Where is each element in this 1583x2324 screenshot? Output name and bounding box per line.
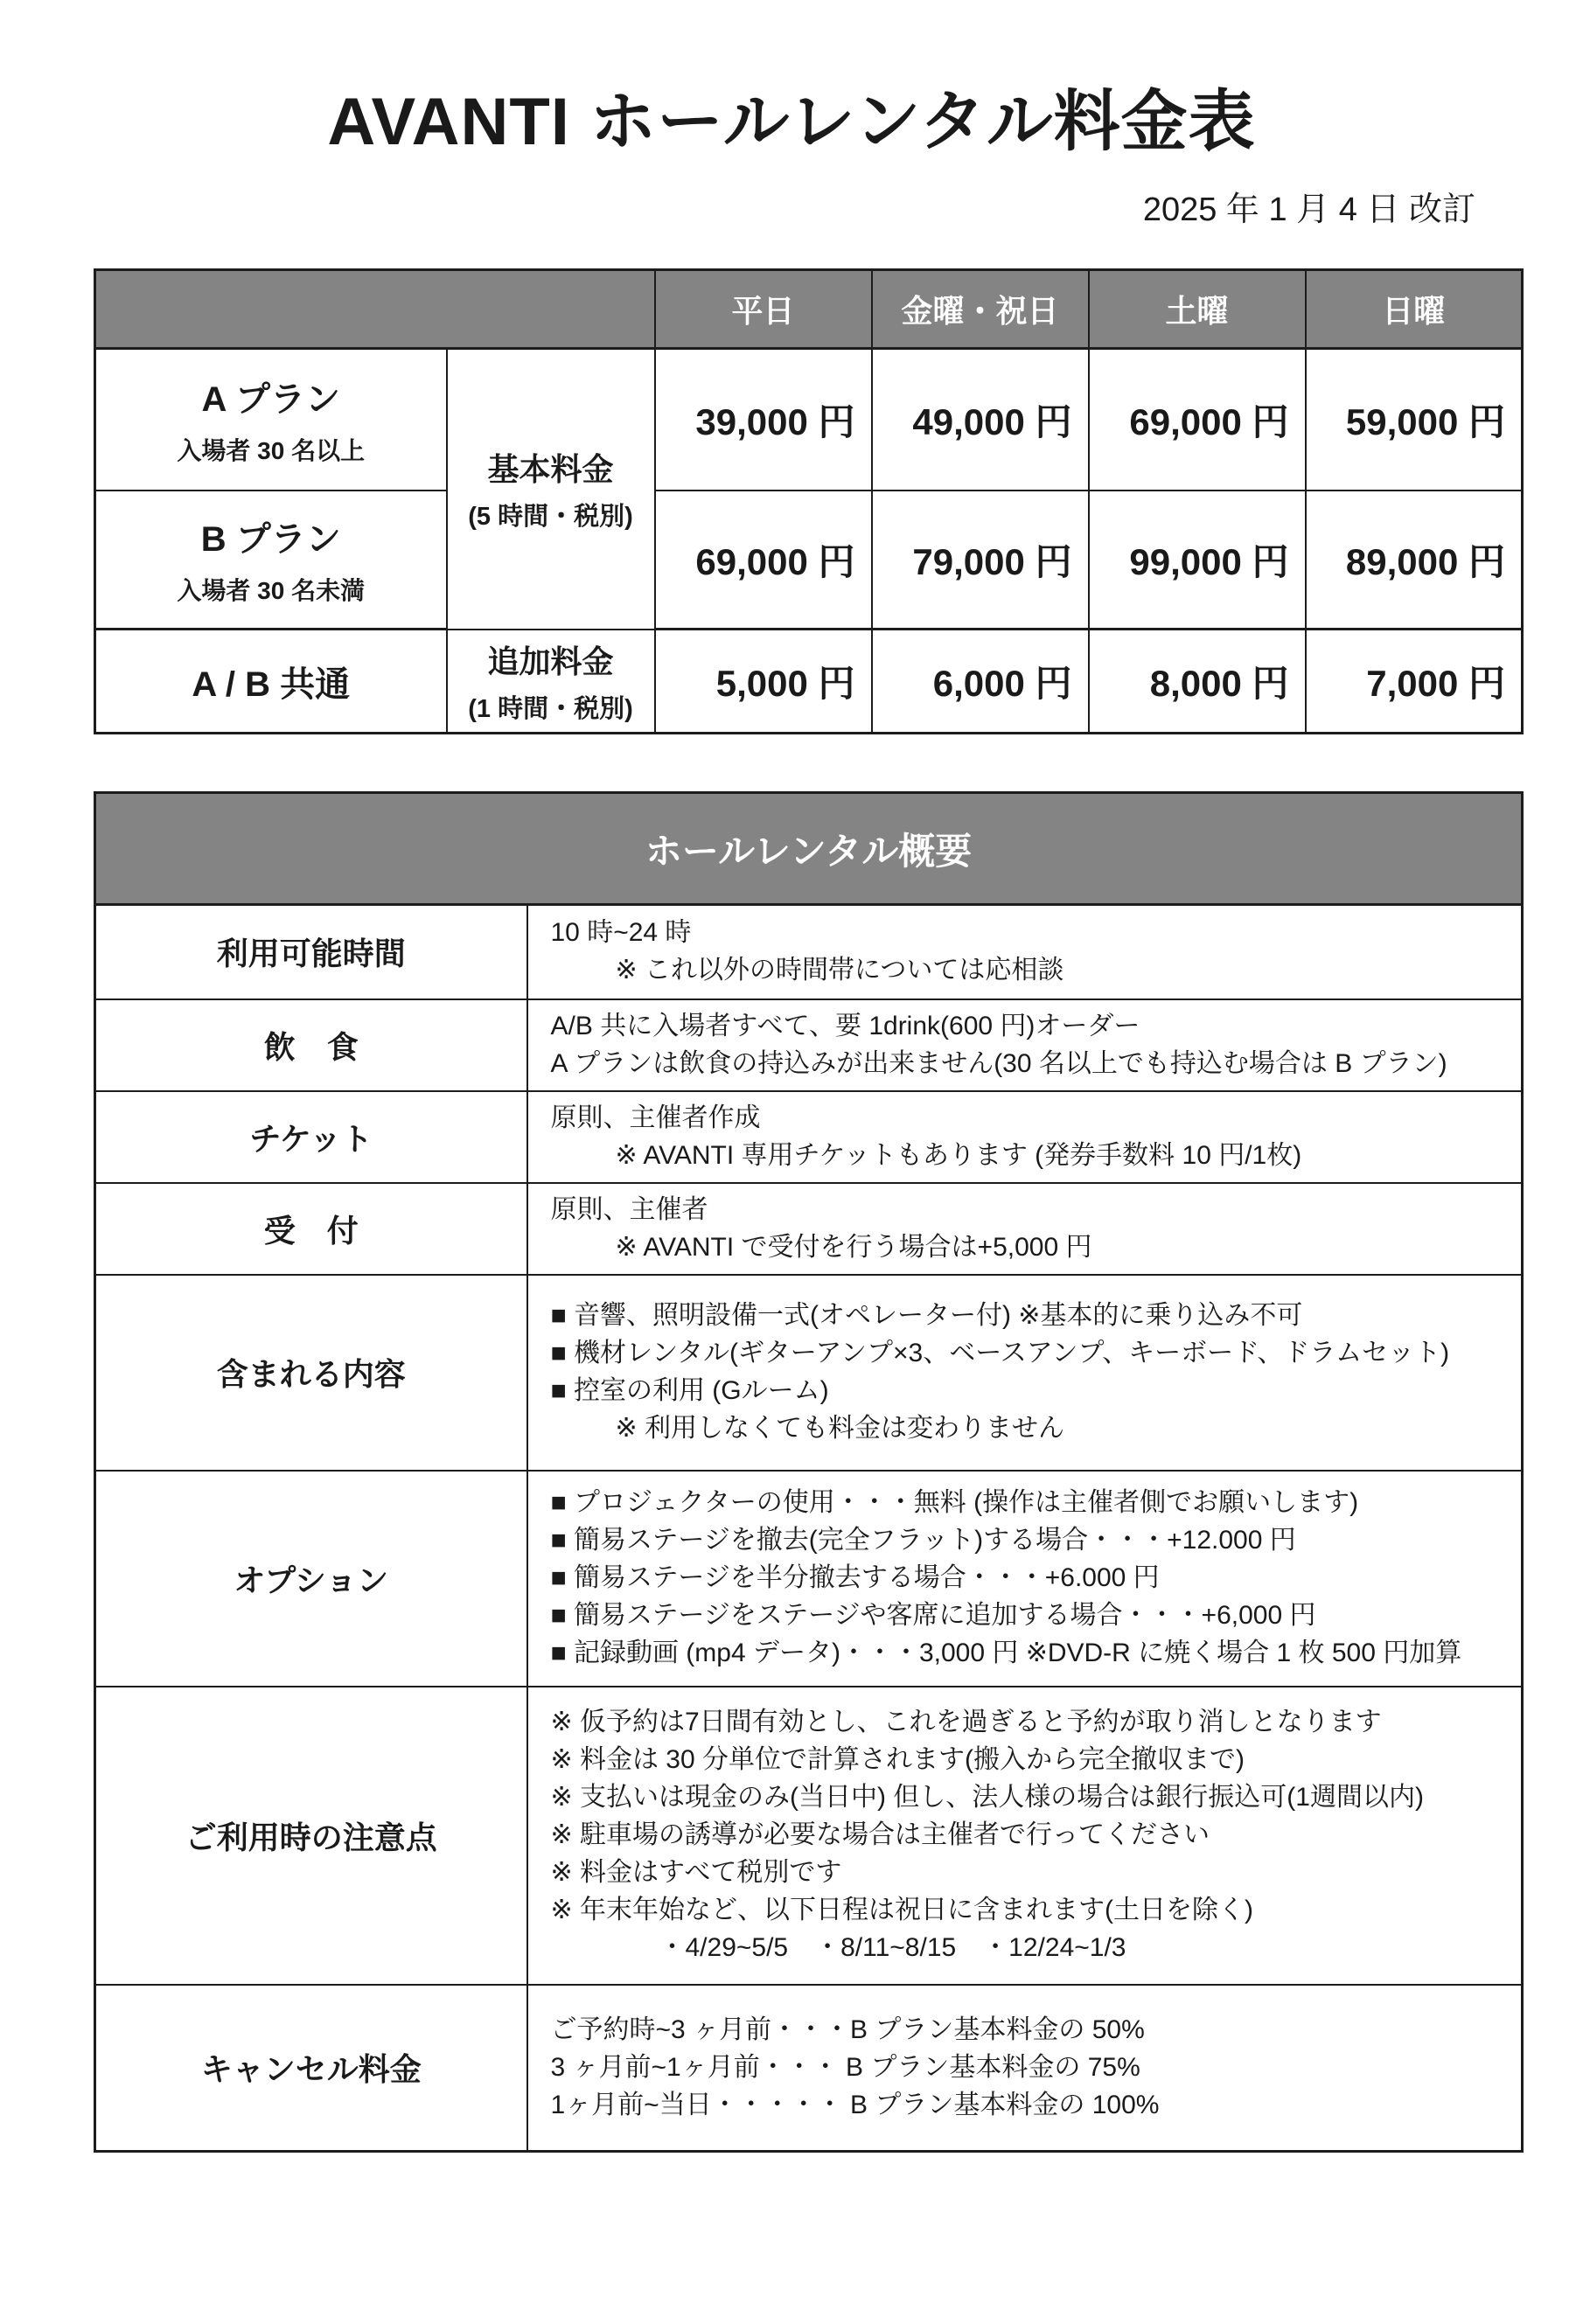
overview-line: ※ 利用しなくても料金は変わりません	[615, 1414, 1064, 1444]
price-table-row	[95, 349, 1523, 491]
overview-row-content	[527, 1091, 1523, 1183]
overview-row	[95, 1091, 1523, 1183]
plan-name: A プラン	[201, 380, 340, 420]
plan-name: B プラン	[200, 520, 341, 560]
overview-row-label: 受 付	[95, 1183, 527, 1275]
fee-type-cell	[447, 630, 655, 734]
price-cell: 79,000 円	[872, 491, 1089, 630]
plan-cell	[95, 491, 447, 630]
overview-line: ※ 料金は 30 分単位で計算されます(搬入から完全撤収まで)	[550, 1745, 1245, 1775]
fee-type-cell	[447, 349, 655, 630]
overview-line: ※ 年末年始など、以下日程は祝日に含まれます(土日を除く)	[550, 1896, 1253, 1925]
price-cell: 39,000 円	[655, 349, 872, 491]
overview-line: ※ AVANTI 専用チケットもあります (発券手数料 10 円/1枚)	[615, 1140, 1302, 1170]
overview-row-label: ご利用時の注意点	[95, 1687, 527, 1985]
overview-line: ■ 音響、照明設備一式(オペレーター付) ※基本的に乗り込み不可	[550, 1301, 1303, 1331]
overview-row	[95, 1275, 1523, 1471]
overview-row-content	[527, 905, 1523, 999]
overview-table-title: ホールレンタル概要	[95, 793, 1523, 905]
overview-row-content	[527, 1687, 1523, 1985]
overview-line: 1ヶ月前~当日・・・・・ B プラン基本料金の 100%	[550, 2090, 1160, 2119]
overview-row-label: オプション	[95, 1471, 527, 1687]
overview-table	[94, 791, 1524, 2153]
price-cell: 89,000 円	[1306, 491, 1523, 630]
overview-row	[95, 999, 1523, 1091]
overview-table-body	[95, 905, 1523, 2152]
day-header-cell: 平日	[655, 270, 872, 349]
overview-line: ■ 簡易ステージを撤去(完全フラット)する場合・・・+12.000 円	[550, 1526, 1296, 1555]
fee-type-note: (1 時間・税別)	[468, 694, 633, 723]
price-cell: 8,000 円	[1089, 630, 1306, 734]
overview-line: ※ 支払いは現金のみ(当日中) 但し、法人様の場合は銀行振込可(1週間以内)	[550, 1783, 1424, 1813]
document-page	[0, 86, 1583, 2324]
overview-table-header	[95, 793, 1523, 905]
day-header-cell: 日曜	[1306, 270, 1523, 349]
overview-row	[95, 1985, 1523, 2152]
price-cell: 6,000 円	[872, 630, 1089, 734]
overview-row-label: 利用可能時間	[95, 905, 527, 999]
plan-cell	[95, 630, 447, 734]
overview-line: ■ 控室の利用 (Gルーム)	[550, 1376, 829, 1406]
price-cell: 99,000 円	[1089, 491, 1306, 630]
overview-row	[95, 905, 1523, 999]
overview-line: ※ 料金はすべて税別です	[550, 1858, 842, 1888]
overview-line: 原則、主催者	[550, 1194, 708, 1224]
price-cell: 7,000 円	[1306, 630, 1523, 734]
overview-line: ■ 簡易ステージをステージや客席に追加する場合・・・+6,000 円	[550, 1601, 1316, 1631]
overview-row-content	[527, 1183, 1523, 1275]
price-cell: 49,000 円	[872, 349, 1089, 491]
plan-subtitle: 入場者 30 名以上	[177, 437, 366, 465]
overview-line: ■ 簡易ステージを半分撤去する場合・・・+6.000 円	[550, 1563, 1160, 1593]
overview-line: ご予約時~3 ヶ月前・・・B プラン基本料金の 50%	[550, 2014, 1145, 2044]
overview-line: ■ 機材レンタル(ギターアンプ×3、ベースアンプ、キーボード、ドラムセット)	[550, 1339, 1450, 1368]
revision-date: 2025 年 1 月 4 日 改訂	[1142, 191, 1475, 228]
overview-row-label: キャンセル料金	[95, 1985, 527, 2152]
fee-type-name: 追加料金	[487, 643, 614, 679]
overview-line: A/B 共に入場者すべて、要 1drink(600 円)オーダー	[550, 1011, 1140, 1040]
day-header-cell: 金曜・祝日	[872, 270, 1089, 349]
fee-type-name: 基本料金	[487, 451, 614, 488]
overview-line: 原則、主催者作成	[550, 1103, 761, 1132]
overview-row-label: チケット	[95, 1091, 527, 1183]
day-header-cell: 土曜	[1089, 270, 1306, 349]
price-table-row	[95, 491, 1523, 630]
price-cell: 59,000 円	[1306, 349, 1523, 491]
overview-row-content	[527, 1471, 1523, 1687]
overview-table-header-row	[95, 793, 1523, 905]
price-table-row	[95, 630, 1523, 734]
overview-line: ※ AVANTI で受付を行う場合は+5,000 円	[615, 1232, 1092, 1262]
price-cell: 69,000 円	[655, 491, 872, 630]
price-table-corner-cell	[95, 270, 655, 349]
overview-line: ※ これ以外の時間帯については応相談	[615, 956, 1064, 985]
overview-row	[95, 1471, 1523, 1687]
overview-line: ※ 駐車場の誘導が必要な場合は主催者で行ってください	[550, 1820, 1210, 1850]
price-table-header-row	[95, 270, 1523, 349]
plan-cell	[95, 349, 447, 491]
overview-row	[95, 1687, 1523, 1985]
overview-row-content	[527, 999, 1523, 1091]
price-cell: 5,000 円	[655, 630, 872, 734]
overview-line: 3 ヶ月前~1ヶ月前・・・ B プラン基本料金の 75%	[550, 2052, 1140, 2082]
overview-line: A プランは飲食の持込みが出来ません(30 名以上でも持込む場合は B プラン)	[550, 1048, 1447, 1078]
overview-line: ■ プロジェクターの使用・・・無料 (操作は主催者側でお願いします)	[550, 1488, 1359, 1518]
price-cell: 69,000 円	[1089, 349, 1306, 491]
plan-subtitle: 入場者 30 名未満	[177, 577, 366, 605]
overview-row-content	[527, 1275, 1523, 1471]
overview-line: 10 時~24 時	[550, 918, 692, 948]
overview-row	[95, 1183, 1523, 1275]
overview-row-label: 飲 食	[95, 999, 527, 1091]
price-table	[94, 268, 1524, 734]
plan-name: A / B 共通	[192, 664, 351, 704]
price-table-header	[95, 270, 1523, 349]
overview-row-label: 含まれる内容	[95, 1275, 527, 1471]
page-title: AVANTI ホールレンタル料金表	[327, 85, 1256, 159]
fee-type-note: (5 時間・税別)	[468, 503, 633, 532]
overview-line: ■ 記録動画 (mp4 データ)・・・3,000 円 ※DVD-R に焼く場合 1 枚 500 円加算	[550, 1639, 1462, 1668]
price-table-body	[95, 349, 1523, 734]
overview-line: ※ 仮予約は7日間有効とし、これを過ぎると予約が取り消しとなります	[550, 1708, 1382, 1737]
overview-line: ・4/29~5/5 ・8/11~8/15 ・12/24~1/3	[659, 1933, 1126, 1963]
overview-row-content	[527, 1985, 1523, 2152]
